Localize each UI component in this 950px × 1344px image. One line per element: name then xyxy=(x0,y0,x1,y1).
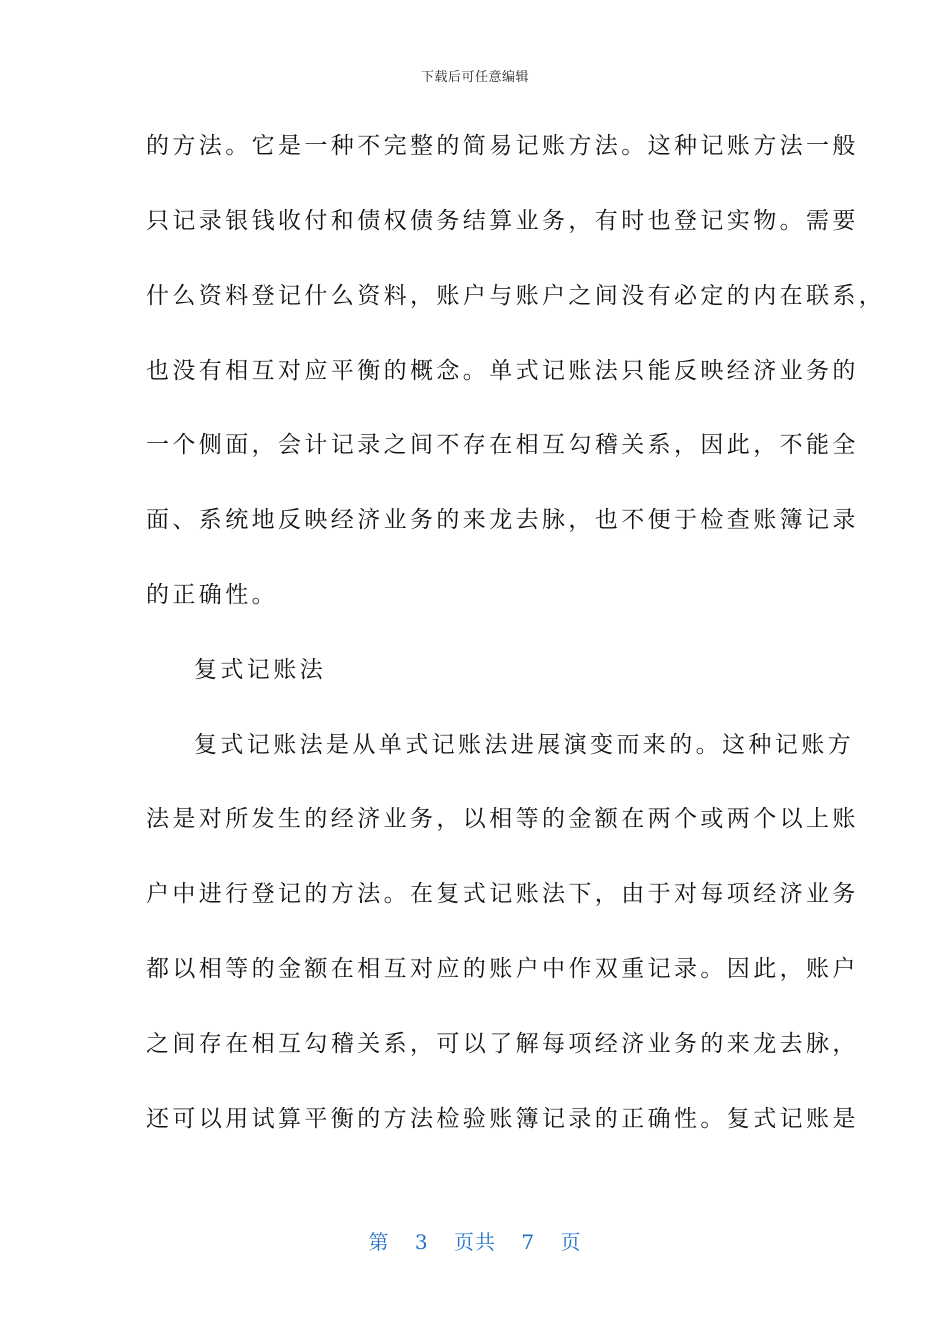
text-line: 只记录银钱收付和债权债务结算业务，有时也登记实物。需要 xyxy=(146,208,859,234)
text-line: 也没有相互对应平衡的概念。单式记账法只能反映经济业务的 xyxy=(146,358,859,384)
text-line: 什么资料登记什么资料，账户与账户之间没有必定的内在联系， xyxy=(146,283,886,309)
section-heading: 复式记账法 xyxy=(194,657,326,683)
text-line: 复式记账法是从单式记账法进展演变而来的。这种记账方 xyxy=(194,732,854,758)
text-line: 的方法。它是一种不完整的简易记账方法。这种记账方法一般 xyxy=(146,133,859,159)
page-footer xyxy=(0,1226,950,1255)
text-line: 法是对所发生的经济业务，以相等的金额在两个或两个以上账 xyxy=(146,806,859,832)
page-middle: 页共 xyxy=(454,1230,496,1254)
text-line: 户中进行登记的方法。在复式记账法下，由于对每项经济业务 xyxy=(146,881,859,907)
page-prefix: 第 xyxy=(368,1230,390,1254)
text-line: 一个侧面，会计记录之间不存在相互勾稽关系，因此，不能全 xyxy=(146,432,859,458)
text-line: 都以相等的金额在相互对应的账户中作双重记录。因此，账户 xyxy=(146,956,859,982)
total-pages-number: 7 xyxy=(521,1230,536,1254)
page-suffix: 页 xyxy=(560,1230,582,1254)
header-note: 下载后可任意编辑 xyxy=(420,70,529,85)
text-line: 还可以用试算平衡的方法检验账簿记录的正确性。复式记账是 xyxy=(146,1106,859,1132)
text-line: 的正确性。 xyxy=(146,582,278,608)
current-page-number: 3 xyxy=(414,1230,429,1254)
text-line: 之间存在相互勾稽关系，可以了解每项经济业务的来龙去脉， xyxy=(146,1031,859,1057)
text-line: 面、系统地反映经济业务的来龙去脉，也不便于检查账簿记录 xyxy=(146,507,859,533)
